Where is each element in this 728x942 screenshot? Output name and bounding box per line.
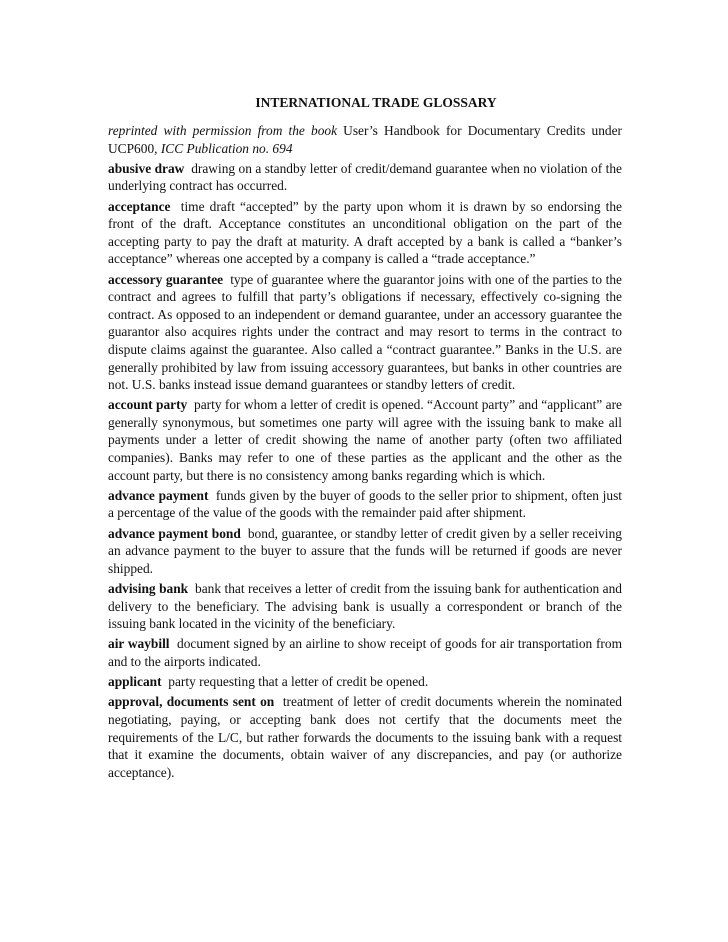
entry-term: approval, documents sent on [108, 694, 275, 710]
glossary-entry-acceptance [108, 198, 622, 268]
entry-definition: time draft “accepted” by the party upon whom it is drawn by so endorsing the front of the draft. Acceptance constitutes an unconditional obligation on the part of the accepting party to pay the draft at maturity. A draft accepted by a bank is called a “banker’s acceptance” whereas one accepted by a company is called a “trade acceptance.” [108, 198, 623, 267]
entry-definition: drawing on a standby letter of credit/demand guarantee when no violation of the underlying contract has occurred. [108, 160, 622, 194]
glossary-entry-abusive-draw [108, 160, 622, 195]
entry-term: advising bank [108, 581, 189, 596]
glossary-entry-approval-documents-sent-on [108, 693, 622, 781]
entry-term: abusive draw [108, 160, 185, 176]
glossary-entry-air-waybill [108, 635, 622, 670]
glossary-entry-advising-bank [108, 580, 622, 633]
page-title: INTERNATIONAL TRADE GLOSSARY [255, 95, 497, 110]
entry-term: advance payment bond [108, 525, 241, 541]
intro-book: User’s Handbook for Documentary Credits under UCP600, [108, 123, 623, 156]
entry-term: accessory guarantee [108, 271, 224, 287]
glossary-entry-advance-payment-bond [108, 525, 622, 578]
entry-term: advance payment [108, 487, 209, 503]
entry-definition: party for whom a letter of credit is opened. “Account party” and “applicant” are generally synonymous, but sometimes one party will agree with the issuing bank to make all payments under a letter of credit showing the name of another party (often two affiliated companies). Banks may refer to one of these parties as the applicant and the other as the account party, but there is no consistency among banks regarding which is which. [108, 397, 622, 483]
glossary-entry-accessory-guarantee [108, 271, 622, 394]
entry-term: account party [108, 397, 188, 413]
entry-definition: bank that receives a letter of credit from the issuing bank for authentication and delivery to the beneficiary. The advising bank is usually a correspondent or branch of the issuing bank located in the vicinity of the beneficiary. [108, 581, 622, 632]
entry-definition: party requesting that a letter of credit be opened. [168, 674, 429, 690]
glossary-entry-account-party [108, 396, 622, 484]
entry-term: air waybill [108, 636, 170, 652]
entry-definition: document signed by an airline to show receipt of goods for air transportation from and to the airports indicated. [108, 636, 622, 669]
entry-definition: funds given by the buyer of goods to the seller prior to shipment, often just a percentage of the value of the goods with the remainder paid after shipment. [108, 487, 623, 521]
entry-term: acceptance [108, 198, 171, 214]
glossary-page [108, 94, 622, 784]
entry-definition: treatment of letter of credit documents wherein the nominated negotiating, paying, or accepting bank does not certify that the documents meet the requirements of the L/C, but rather forwards the documents to the issuing bank with a request that it examine the documents, obtain waiver of any discrepancies, and pay (or authorize acceptance). [108, 694, 622, 780]
entry-definition: type of guarantee where the guarantor joins with one of the parties to the contract and agrees to fulfill that party’s obligations if necessary, effectively co-signing the contract. As opposed to an independent or demand guarantee, under an accessory guarantee the guarantor also acquires rights under the contract and may resort to terms in the contract to dispute claims against the guarantee. Also called a “contract guarantee.” Banks in the U.S. are generally prohibited by law from issuing accessory guarantees, but banks in other countries are not. U.S. banks instead issue demand guarantees or standby letters of credit. [108, 271, 622, 393]
glossary-entry-applicant [108, 673, 622, 691]
glossary-entry-advance-payment [108, 487, 622, 522]
intro-prefix: reprinted with permission from the book [108, 123, 338, 138]
entry-term: applicant [108, 674, 162, 690]
intro-publication: ICC Publication no. 694 [160, 140, 293, 156]
intro-paragraph [108, 122, 622, 157]
entry-definition: bond, guarantee, or standby letter of credit given by a seller receiving an advance payment to the buyer to assure that the funds will be returned if goods are never shipped. [108, 525, 622, 576]
